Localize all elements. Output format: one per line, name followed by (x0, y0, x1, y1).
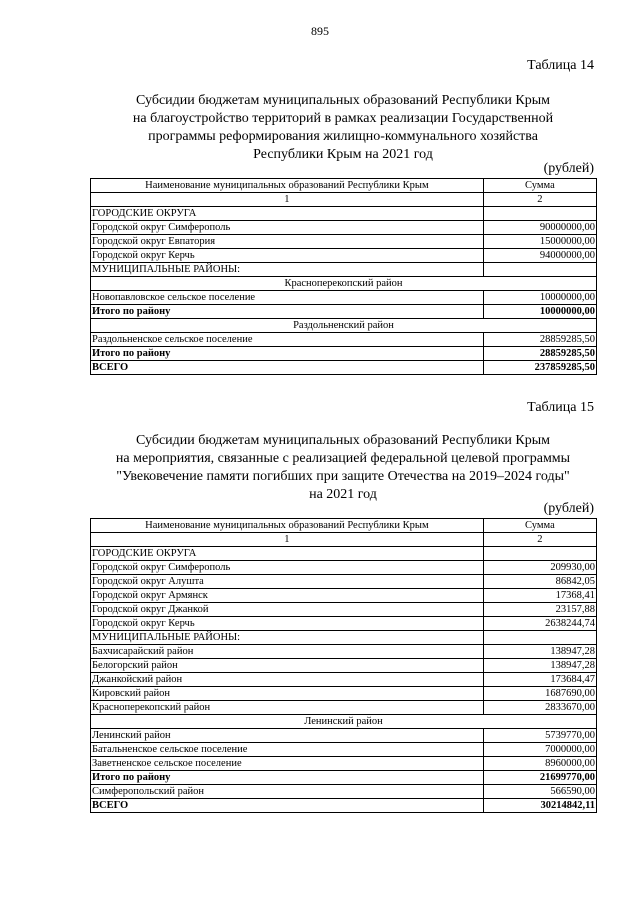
table-row (91, 589, 597, 603)
amount-cell: 28859285,50 (483, 333, 596, 347)
table-14 (90, 178, 597, 375)
table-row (91, 603, 597, 617)
table-15-title-line: "Увековечение памяти погибших при защите Отечества на 2019–2024 годы" (116, 469, 570, 484)
entity-name-cell: Батальненское сельское поселение (91, 743, 484, 757)
table-15-label: Таблица 15 (527, 400, 594, 415)
section-value-cell (483, 547, 596, 561)
column-number-cell: 1 (91, 193, 484, 207)
amount-cell: 1687690,00 (483, 687, 596, 701)
entity-name-cell: Белогорский район (91, 659, 484, 673)
amount-cell: 2833670,00 (483, 701, 596, 715)
entity-name-cell: Раздольненское сельское поселение (91, 333, 484, 347)
total-name-cell: Итого по району (91, 347, 484, 361)
district-subheader-cell: Ленинский район (91, 715, 597, 729)
total-name-cell: Итого по району (91, 305, 484, 319)
table-row (91, 333, 597, 347)
amount-cell: 8960000,00 (483, 757, 596, 771)
table-row (91, 575, 597, 589)
section-row (91, 207, 597, 221)
total-row (91, 361, 597, 375)
table-14-title-line: Субсидии бюджетам муниципальных образований Республики Крым (136, 93, 550, 108)
entity-name-cell: Новопавловское сельское поселение (91, 291, 484, 305)
amount-cell: 138947,28 (483, 659, 596, 673)
section-row (91, 263, 597, 277)
entity-name-cell: Городской округ Армянск (91, 589, 484, 603)
section-value-cell (483, 207, 596, 221)
table-row (91, 235, 597, 249)
header-name-cell: Наименование муниципальных образований Республики Крым (91, 519, 484, 533)
section-value-cell (483, 263, 596, 277)
total-value-cell: 237859285,50 (483, 361, 596, 375)
section-row (91, 631, 597, 645)
entity-name-cell: Заветненское сельское поселение (91, 757, 484, 771)
section-name-cell: ГОРОДСКИЕ ОКРУГА (91, 207, 484, 221)
section-name-cell: ГОРОДСКИЕ ОКРУГА (91, 547, 484, 561)
amount-cell: 94000000,00 (483, 249, 596, 263)
amount-cell: 566590,00 (483, 785, 596, 799)
table-15-title-line: на 2021 год (309, 487, 377, 502)
table-header-row (91, 179, 597, 193)
amount-cell: 7000000,00 (483, 743, 596, 757)
table-row (91, 617, 597, 631)
table-14-title-line: программы реформирования жилищно-коммунального хозяйства (148, 129, 538, 144)
table-row (91, 785, 597, 799)
total-name-cell: ВСЕГО (91, 361, 484, 375)
amount-cell: 173684,47 (483, 673, 596, 687)
table-14-title-line: на благоустройство территорий в рамках реализации Государственной (132, 111, 554, 126)
amount-cell: 15000000,00 (483, 235, 596, 249)
table-row (91, 291, 597, 305)
total-value-cell: 21699770,00 (483, 771, 596, 785)
table-15-title (90, 432, 596, 504)
section-name-cell: МУНИЦИПАЛЬНЫЕ РАЙОНЫ: (91, 263, 484, 277)
table-row (91, 645, 597, 659)
header-sum-cell: Сумма (483, 519, 596, 533)
table-row (91, 221, 597, 235)
entity-name-cell: Симферопольский район (91, 785, 484, 799)
table-15-title-line: Субсидии бюджетам муниципальных образований Республики Крым (136, 433, 550, 448)
table-row (91, 673, 597, 687)
table-row (91, 561, 597, 575)
table-row (91, 729, 597, 743)
table-row (91, 757, 597, 771)
amount-cell: 90000000,00 (483, 221, 596, 235)
table-14-title-line: Республики Крым на 2021 год (253, 147, 433, 162)
table-row (91, 249, 597, 263)
table-15-units: (рублей) (543, 501, 594, 516)
table-row (91, 687, 597, 701)
table-row (91, 659, 597, 673)
table-14-units: (рублей) (543, 161, 594, 176)
total-row (91, 305, 597, 319)
entity-name-cell: Ленинский район (91, 729, 484, 743)
amount-cell: 17368,41 (483, 589, 596, 603)
district-subheader-cell: Красноперекопский район (91, 277, 597, 291)
total-value-cell: 28859285,50 (483, 347, 596, 361)
amount-cell: 23157,88 (483, 603, 596, 617)
district-subheader-cell: Раздольненский район (91, 319, 597, 333)
entity-name-cell: Бахчисарайский район (91, 645, 484, 659)
entity-name-cell: Городской округ Алушта (91, 575, 484, 589)
column-numbers-row (91, 193, 597, 207)
entity-name-cell: Городской округ Симферополь (91, 221, 484, 235)
table-14-title (90, 92, 596, 164)
entity-name-cell: Городской округ Керчь (91, 249, 484, 263)
table-row (91, 743, 597, 757)
entity-name-cell: Кировский район (91, 687, 484, 701)
entity-name-cell: Красноперекопский район (91, 701, 484, 715)
table-header-row (91, 519, 597, 533)
table-row (91, 701, 597, 715)
amount-cell: 10000000,00 (483, 291, 596, 305)
district-subheader-row (91, 277, 597, 291)
column-number-cell: 1 (91, 533, 484, 547)
district-subheader-row (91, 715, 597, 729)
total-value-cell: 10000000,00 (483, 305, 596, 319)
table-14-label: Таблица 14 (527, 58, 594, 73)
total-row (91, 347, 597, 361)
entity-name-cell: Городской округ Джанкой (91, 603, 484, 617)
column-number-cell: 2 (483, 193, 596, 207)
section-row (91, 547, 597, 561)
entity-name-cell: Джанкойский район (91, 673, 484, 687)
district-subheader-row (91, 319, 597, 333)
entity-name-cell: Городской округ Евпатория (91, 235, 484, 249)
section-value-cell (483, 631, 596, 645)
header-name-cell: Наименование муниципальных образований Республики Крым (91, 179, 484, 193)
total-row (91, 771, 597, 785)
page-number: 895 (311, 24, 329, 38)
total-row (91, 799, 597, 813)
total-value-cell: 30214842,11 (483, 799, 596, 813)
column-number-cell: 2 (483, 533, 596, 547)
entity-name-cell: Городской округ Симферополь (91, 561, 484, 575)
amount-cell: 2638244,74 (483, 617, 596, 631)
amount-cell: 86842,05 (483, 575, 596, 589)
total-name-cell: ВСЕГО (91, 799, 484, 813)
entity-name-cell: Городской округ Керчь (91, 617, 484, 631)
table-15-title-line: на мероприятия, связанные с реализацией федеральной целевой программы (115, 451, 571, 466)
table-15 (90, 518, 597, 813)
header-sum-cell: Сумма (483, 179, 596, 193)
amount-cell: 138947,28 (483, 645, 596, 659)
column-numbers-row (91, 533, 597, 547)
total-name-cell: Итого по району (91, 771, 484, 785)
amount-cell: 5739770,00 (483, 729, 596, 743)
section-name-cell: МУНИЦИПАЛЬНЫЕ РАЙОНЫ: (91, 631, 484, 645)
amount-cell: 209930,00 (483, 561, 596, 575)
